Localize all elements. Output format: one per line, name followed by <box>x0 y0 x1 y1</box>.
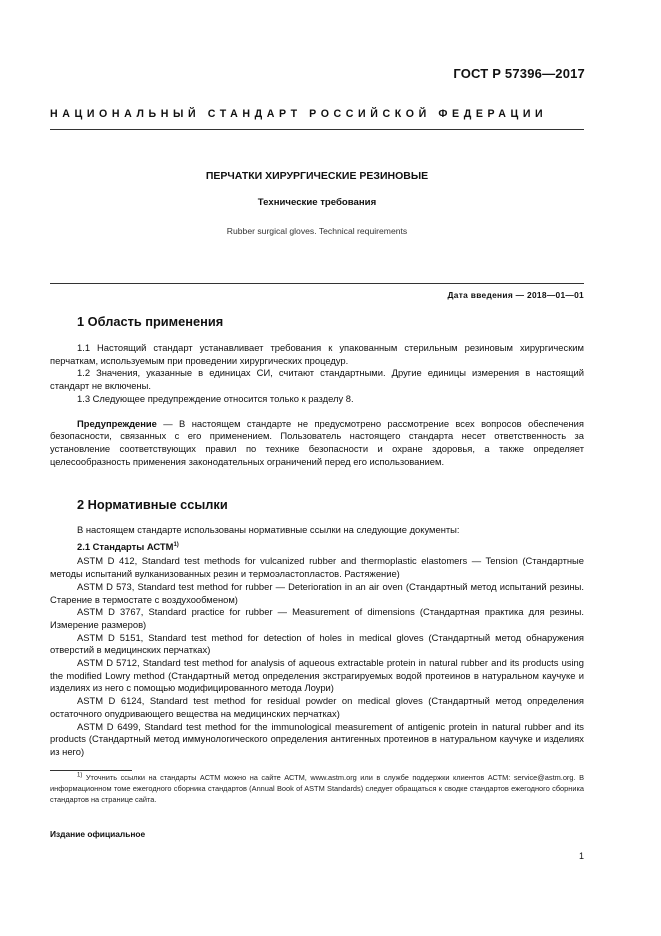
header-rule <box>50 129 584 130</box>
section-2-intro: В настоящем стандарте использованы нормативные ссылки на следующие документы: <box>77 524 460 535</box>
section-2-heading: 2 Нормативные ссылки <box>77 497 228 512</box>
page-number: 1 <box>578 851 584 861</box>
ref-astm-d3767: ASTM D 3767, Standard practice for rubber — Measurement of dimensions (Стандартная практика для резины. Измерение размеров) <box>50 606 584 630</box>
footnote-rule <box>50 770 132 771</box>
warning-paragraph <box>50 418 584 469</box>
ref-astm-d6124: ASTM D 6124, Standard test method for residual powder on medical gloves (Стандартный метод определения остаточного опудривающего вещества на медицинских перчатках) <box>50 695 584 719</box>
ref-astm-d412: ASTM D 412, Standard test methods for vulcanized rubber and thermoplastic elastomers — Tension (Стандартные методы испытаний вулканизованных резин и термоэластопластов. Растяжение) <box>50 555 584 580</box>
section-1-heading: 1 Область применения <box>77 314 224 329</box>
warning-label: Предупреждение <box>77 417 157 429</box>
section-2-body <box>50 524 584 759</box>
footnote-marker-ref: 1) <box>173 541 179 548</box>
paragraph-1-1: 1.1 Настоящий стандарт устанавливает требования к упакованным стерильным резиновым хирургическим перчаткам, используемым при проведении хирургических процедур. <box>50 342 584 366</box>
subsection-2-1-label: 2.1 Стандарты АСТМ <box>77 540 174 552</box>
national-standard-title: НАЦИОНАЛЬНЫЙ СТАНДАРТ РОССИЙСКОЙ ФЕДЕРАЦИИ <box>50 108 548 120</box>
ref-astm-d5712: ASTM D 5712, Standard test method for analysis of aqueous extractable protein in natural rubber and its products using the modified Lowry method (Стандартный метод определения экстрагируемых водой протеинов в натуральном каучуке и изделиях из него с помощью модифицированного метода Лоури) <box>50 657 584 694</box>
document-title-english: Rubber surgical gloves. Technical requirements <box>226 226 408 236</box>
paragraph-1-3: 1.3 Следующее предупреждение относится только к разделу 8. <box>77 392 354 404</box>
document-title: ПЕРЧАТКИ ХИРУРГИЧЕСКИЕ РЕЗИНОВЫЕ <box>205 170 429 182</box>
section-1-body <box>50 342 584 468</box>
footnote <box>50 773 584 805</box>
title-block-rule <box>50 283 584 284</box>
subsection-2-1-heading <box>50 541 584 554</box>
ref-astm-d6499: ASTM D 6499, Standard test method for the immunological measurement of antigenic protein in natural rubber and its products (Стандартный метод иммунологического определения антигенных протеинов в натуральном каучуке и изделиях из него) <box>50 720 584 757</box>
warning-text: — В настоящем стандарте не предусмотрено рассмотрение всех вопросов обеспечения безопасности, связанных с его применением. Пользователь настоящего стандарта несет ответственность за установление соответствующих правил по технике безопасности и охране здоровья, а также определяет целесообразность применения законодательных ограничений перед его использованием. <box>50 417 584 467</box>
ref-astm-d573: ASTM D 573, Standard test method for rubber — Deterioration in an air oven (Стандартный метод испытаний резины. Старение в термостате с воздухообменом) <box>50 580 584 605</box>
ref-astm-d5151: ASTM D 5151, Standard test method for detection of holes in medical gloves (Стандартный метод обнаружения отверстий в медицинских перчатках) <box>50 631 584 656</box>
footnote-text: Уточнить ссылки на стандарты АСТМ можно на сайте АСТМ, www.astm.org или в службе поддержки клиентов АСТМ: service@astm.org. В информационном томе ежегодного сборника стандартов (Annual Book of ASTM Standards) следует обращаться к сводке стандартов ежегодного сборника стандартов на странице сайта. <box>50 773 584 804</box>
paragraph-1-2: 1.2 Значения, указанные в единицах СИ, считают стандартными. Другие единицы измерения в настоящий стандарт не включены. <box>50 367 584 392</box>
document-subtitle: Технические требования <box>257 197 377 208</box>
footnote-marker: 1) <box>77 772 83 779</box>
official-edition-label: Издание официальное <box>50 829 146 839</box>
standard-number: ГОСТ Р 57396—2017 <box>453 66 585 81</box>
introduction-date: Дата введения — 2018—01—01 <box>447 290 584 300</box>
